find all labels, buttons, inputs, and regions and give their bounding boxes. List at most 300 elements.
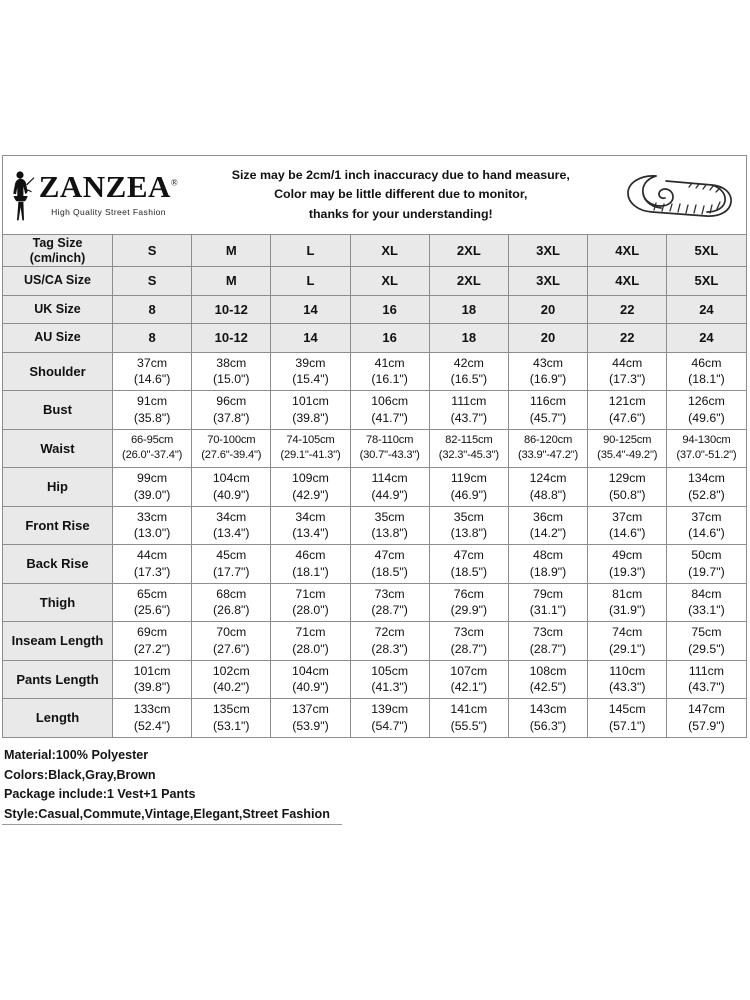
measurement-cell [113,622,192,661]
measurement-inch: (37.0"-51.2") [676,449,737,462]
measurement-row-label: Inseam Length [3,622,113,661]
measurement-cm: 86-120cm [523,434,573,447]
measurement-cm: 34cm [295,509,326,524]
measurement-cm: 81cm [612,586,643,601]
header-cell: 16 [350,295,429,324]
header-cell: 8 [113,324,192,353]
measurement-cell [508,429,587,468]
measurement-cm: 79cm [532,586,564,601]
measurement-cm: 41cm [374,355,405,370]
measurement-cell [508,468,587,507]
measurement-inch: (16.5") [450,372,488,387]
header-row [3,295,747,324]
measurement-inch: (16.9") [529,372,567,387]
measurement-cm: 35cm [453,509,484,524]
measurement-cm: 73cm [453,625,484,640]
header-cell: 14 [271,324,350,353]
header-cell: 18 [429,295,508,324]
measurement-cm: 145cm [608,702,646,717]
measurement-inch: (13.4") [213,526,250,541]
measurement-cm: 119cm [450,471,487,486]
measurement-cm: 48cm [532,548,564,563]
measurement-inch: (13.4") [292,526,329,541]
header-cell: 2XL [429,235,508,267]
header-cell: 24 [667,324,746,353]
measurement-cell [667,429,746,468]
measurement-cm: 44cm [612,355,643,370]
measurement-cell [429,506,508,545]
measurement-inch: (40.9") [213,487,250,502]
measurement-cm: 107cm [450,663,488,678]
measurement-cm: 104cm [212,471,250,486]
measurement-inch: (57.1") [608,718,646,733]
measurement-cm: 108cm [529,663,567,678]
measurement-row [3,506,747,545]
measurement-inch: (28.7") [529,641,567,656]
measurement-inch: (15.4") [292,372,329,387]
notice-line-1: Size may be 2cm/1 inch inaccuracy due to hand measure, [231,168,570,183]
header-cell: M [192,267,271,296]
measurement-cm: 110cm [609,663,646,678]
measurement-cell [667,506,746,545]
measurement-cm: 43cm [532,355,564,370]
measurement-cell [192,506,271,545]
size-chart-body [3,156,747,738]
measurement-cm: 141cm [450,702,488,717]
detail-material: Material:100% Polyester [4,748,149,762]
measurement-cell [271,429,350,468]
measurement-cm: 78-110cm [365,434,414,447]
measurement-cell [113,660,192,699]
measurement-inch: (27.2") [133,641,171,656]
measurement-cm: 76cm [453,586,484,601]
measurement-inch: (32.3"-45.3") [438,449,499,462]
measurement-inch: (14.6") [608,526,646,541]
measurement-row [3,660,747,699]
measurement-row [3,468,747,507]
measurement-inch: (40.2") [213,680,250,695]
measurement-cm: 126cm [687,394,725,409]
measurement-cm: 38cm [216,355,247,370]
measurement-row [3,429,747,468]
measurement-row [3,391,747,430]
measurement-cm: 42cm [453,355,484,370]
measurement-row-label: Back Rise [3,545,113,584]
measurement-cell [588,699,667,738]
measurement-cm: 35cm [374,509,405,524]
brand-logo-text [33,168,184,220]
measurement-cm: 111cm [451,394,487,409]
footer-divider [2,824,342,825]
detail-package: Package include:1 Vest+1 Pants [4,787,196,802]
measurement-cell [588,622,667,661]
measurement-inch: (33.9"-47.2") [517,449,579,462]
header-row [3,324,747,353]
measurement-inch: (28.3") [371,641,408,656]
measurement-cm: 34cm [216,509,247,524]
measurement-inch: (14.6") [688,526,725,541]
measurement-cell [192,583,271,622]
measurement-cell [350,352,429,391]
measurement-inch: (28.0") [292,641,329,656]
header-row-label: US/CA Size [3,267,113,296]
header-row-label [3,235,113,267]
measurement-inch: (28.0") [292,603,329,618]
header-cell: XL [350,235,429,267]
measurement-inch: (30.7"-43.3") [359,449,420,462]
measurement-cm: 129cm [608,471,646,486]
measurement-row-label: Bust [3,391,113,430]
measurement-inch: (39.8") [133,680,171,695]
measurement-cell [271,660,350,699]
measurement-inch: (45.7") [529,410,567,425]
measurement-cm: 70cm [216,625,247,640]
measurement-inch: (18.1") [688,372,725,387]
measurement-cell [667,660,746,699]
header-cell: 5XL [667,267,746,296]
measurement-inch: (46.9") [450,487,488,502]
measurement-row-label: Pants Length [3,660,113,699]
measurement-row [3,622,747,661]
measurement-cell [667,468,746,507]
measurement-cm: 109cm [292,471,329,486]
notice-line-3: thanks for your understanding! [308,206,493,221]
measurement-cm: 46cm [295,548,326,563]
measurement-cell [271,506,350,545]
measurement-cell [113,699,192,738]
measurement-cm: 134cm [687,471,725,486]
header-cell: 24 [667,295,746,324]
measurement-cell [350,468,429,507]
measurement-cell [429,468,508,507]
measurement-cell [350,391,429,430]
header-cell: M [192,235,271,267]
measurement-cm: 99cm [137,471,168,486]
measurement-cm: 71cm [295,586,326,601]
measurement-inch: (18.1") [292,564,329,579]
measurement-inch: (31.9") [608,603,646,618]
measurement-cell [192,622,271,661]
measurement-cm: 94-130cm [682,434,731,447]
header-cell: 10-12 [192,324,271,353]
measurement-cm: 74cm [612,625,643,640]
measurement-cell [508,391,587,430]
measurement-cell [429,699,508,738]
measurement-cell [113,468,192,507]
measurement-row [3,583,747,622]
brand-name-word: ZANZEA [38,168,171,204]
measurement-inch: (33.1") [688,603,725,618]
measurement-cm: 104cm [292,663,329,678]
measurement-inch: (48.8") [529,487,567,502]
measurement-inch: (15.0") [213,372,250,387]
measurement-inch: (14.6") [133,372,171,387]
measurement-cm: 39cm [295,355,326,370]
header-cell: 4XL [588,267,667,296]
measurement-cell [192,660,271,699]
measurement-cm: 90-125cm [603,434,652,447]
measurement-row-label: Thigh [3,583,113,622]
measurement-cell [588,506,667,545]
woman-silhouette-icon [9,169,35,221]
measurement-cell [429,622,508,661]
measurement-cell [429,429,508,468]
measurement-inch: (53.1") [213,718,250,733]
measurement-inch: (35.4"-49.2") [597,449,658,462]
measurement-cm: 121cm [608,394,646,409]
measurement-cm: 70-100cm [207,434,256,447]
header-row-label-sub: (cm/inch) [29,250,86,265]
notice-line-2: Color may be little different due to monitor, [274,187,528,202]
measurement-inch: (19.3") [608,564,646,579]
measurement-cell [667,699,746,738]
measurement-cm: 105cm [371,663,409,678]
measurement-inch: (26.8") [213,603,250,618]
measurement-cm: 133cm [133,702,171,717]
registered-mark: ® [170,177,179,188]
measurement-inch: (50.8") [608,487,646,502]
measurement-cm: 143cm [529,702,567,717]
measurement-inch: (40.9") [292,680,329,695]
measurement-inch: (27.6") [213,641,250,656]
header-cell: 5XL [667,235,746,267]
header-cell: 14 [271,295,350,324]
measurement-cm: 37cm [691,509,722,524]
measurement-cell [667,545,746,584]
measurement-inch: (29.1") [608,641,646,656]
measurement-cm: 73cm [532,625,564,640]
measurement-cm: 135cm [212,702,250,717]
measurement-cm: 73cm [374,586,405,601]
measurement-cm: 91cm [137,394,168,409]
measurement-cell [113,545,192,584]
measurement-cell [667,622,746,661]
measurement-inch: (42.5") [529,680,567,695]
measurement-inch: (29.9") [450,603,488,618]
measurement-cell [192,468,271,507]
measurement-inch: (39.0") [133,487,171,502]
measurement-cm: 47cm [453,548,484,563]
measurement-cm: 124cm [529,471,567,486]
measurement-notice [184,166,618,224]
measurement-cell [350,699,429,738]
measurement-cell [192,391,271,430]
measurement-cell [271,622,350,661]
measurement-cm: 101cm [292,394,329,409]
measurement-cell [667,352,746,391]
measurement-inch: (55.5") [450,718,488,733]
measurement-inch: (44.9") [371,487,408,502]
measurement-cm: 101cm [133,663,171,678]
measurement-cell [508,506,587,545]
measurement-cm: 37cm [612,509,643,524]
measurement-row-label: Waist [3,429,113,468]
detail-style: Style:Casual,Commute,Vintage,Elegant,Street Fashion [4,806,330,821]
measurement-cm: 74-105cm [286,434,335,447]
measurement-row-label: Hip [3,468,113,507]
measurement-inch: (13.8") [371,526,408,541]
measurement-cm: 147cm [687,702,725,717]
detail-colors: Colors:Black,Gray,Brown [4,767,156,782]
measurement-cm: 137cm [292,702,329,717]
measurement-cm: 47cm [374,548,405,563]
measurement-cell [192,429,271,468]
measurement-cell [588,391,667,430]
measurement-inch: (39.8") [292,410,329,425]
measurement-row [3,352,747,391]
measurement-cm: 37cm [137,355,168,370]
measurement-inch: (41.7") [371,410,408,425]
measurement-inch: (17.3") [608,372,646,387]
measurement-cm: 50cm [691,548,722,563]
measurement-row [3,545,747,584]
measurement-cell [588,583,667,622]
header-cell: 2XL [429,267,508,296]
measurement-row-label: Shoulder [3,352,113,391]
header-cell: XL [350,267,429,296]
measurement-cm: 49cm [612,548,643,563]
measurement-inch: (18.9") [529,564,567,579]
measurement-inch: (31.1") [529,603,567,618]
header-cell: 16 [350,324,429,353]
brand-logo [9,169,184,221]
measurement-cm: 84cm [691,586,722,601]
header-row-label: UK Size [3,295,113,324]
measurement-cell [113,391,192,430]
header-row [3,267,747,296]
header-cell: 3XL [508,235,587,267]
measurement-row-label: Length [3,699,113,738]
measurement-cm: 46cm [691,355,722,370]
measurement-inch: (52.8") [688,487,725,502]
measurement-cell [429,391,508,430]
brand-name [38,168,179,204]
measurement-cell [350,622,429,661]
measurement-row-label: Front Rise [3,506,113,545]
measurement-cell [508,583,587,622]
measurement-cell [113,506,192,545]
measurement-cell [271,352,350,391]
header-cell: 22 [588,295,667,324]
measurement-inch: (43.7") [450,410,488,425]
measurement-cell [429,583,508,622]
header-cell: 20 [508,324,587,353]
header-row [3,235,747,267]
measurement-cell [588,545,667,584]
measurement-cm: 106cm [371,394,409,409]
measurement-cm: 71cm [295,625,326,640]
measurement-cell [667,391,746,430]
measurement-cm: 66-95cm [131,434,174,447]
measurement-cm: 45cm [216,548,247,563]
measurement-inch: (18.5") [371,564,408,579]
measurement-cell [113,583,192,622]
measuring-tape-icon [618,164,738,226]
measurement-cm: 82-115cm [445,434,493,447]
measurement-cm: 75cm [691,625,722,640]
measurement-inch: (17.7") [213,564,250,579]
header-row-label: AU Size [3,324,113,353]
brand-tagline: High Quality Street Fashion [51,206,166,217]
measurement-cell [350,545,429,584]
measurement-cm: 65cm [137,586,168,601]
measurement-cell [192,699,271,738]
measurement-cell [350,506,429,545]
header-cell: L [271,267,350,296]
measurement-cell [588,660,667,699]
measurement-cell [113,352,192,391]
measurement-cell [667,583,746,622]
measurement-cm: 114cm [371,471,408,486]
measurement-cm: 44cm [137,548,168,563]
measurement-cell [113,429,192,468]
measurement-inch: (57.9") [688,718,725,733]
measurement-cell [271,545,350,584]
measurement-cell [429,352,508,391]
measurement-inch: (17.3") [133,564,171,579]
measurement-cell [508,699,587,738]
measurement-cell [350,660,429,699]
measurement-inch: (28.7") [450,641,488,656]
header-cell: 8 [113,295,192,324]
measurement-inch: (26.0"-37.4") [122,449,183,462]
measurement-cm: 111cm [688,663,724,678]
measurement-cell [429,545,508,584]
measurement-cell [588,352,667,391]
measurement-cell [271,391,350,430]
measurement-cell [350,583,429,622]
measurement-cm: 68cm [216,586,247,601]
measurement-inch: (37.8") [213,410,250,425]
measurement-inch: (56.3") [529,718,567,733]
header-cell: 4XL [588,235,667,267]
measurement-inch: (29.5") [688,641,725,656]
measurement-cm: 96cm [216,394,247,409]
header-cell: S [113,267,192,296]
product-details [4,746,604,824]
header-cell: L [271,235,350,267]
banner [3,156,746,234]
measurement-inch: (43.7") [688,680,725,695]
measurement-cm: 33cm [137,509,168,524]
measurement-cell [192,352,271,391]
header-row-label-main: Tag Size [32,235,83,250]
measurement-cell [508,352,587,391]
measurement-inch: (42.1") [450,680,488,695]
header-cell: 22 [588,324,667,353]
header-cell: 10-12 [192,295,271,324]
banner-cell [3,156,747,235]
measurement-inch: (16.1") [371,372,408,387]
measurement-cm: 72cm [374,625,405,640]
measurement-inch: (14.2") [529,526,567,541]
measurement-cell [429,660,508,699]
measurement-cell [508,622,587,661]
measurement-cell [588,468,667,507]
measurement-inch: (53.9") [292,718,329,733]
measurement-cm: 102cm [212,663,250,678]
measurement-inch: (13.8") [450,526,488,541]
measurement-inch: (47.6") [608,410,646,425]
banner-row [3,156,747,235]
header-cell: 3XL [508,267,587,296]
measurement-inch: (35.8") [133,410,171,425]
measurement-cell [271,468,350,507]
measurement-row [3,699,747,738]
measurement-inch: (19.7") [688,564,725,579]
measurement-cell [271,699,350,738]
measurement-cell [271,583,350,622]
